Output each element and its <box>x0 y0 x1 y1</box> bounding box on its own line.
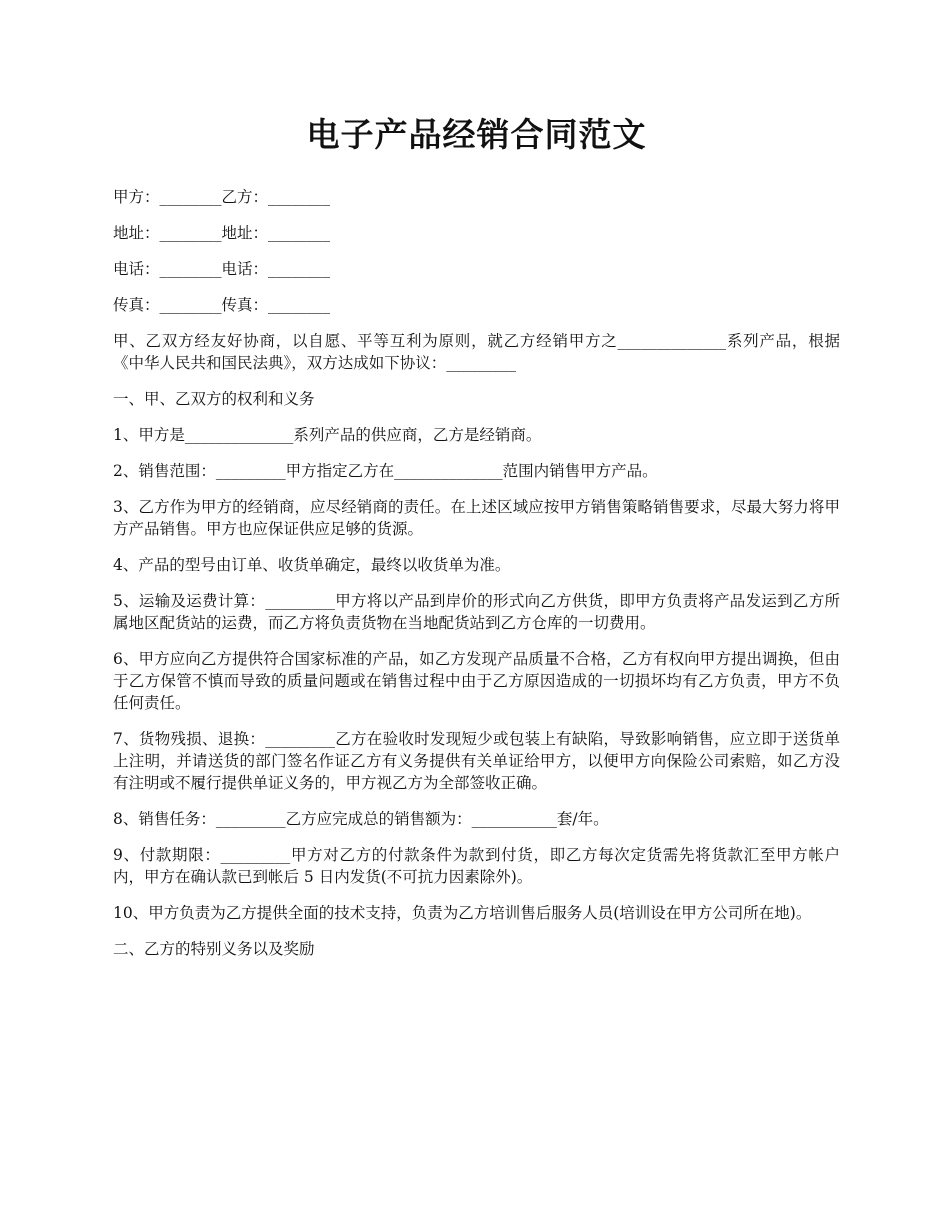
clause-8: 8、销售任务：_________乙方应完成总的销售额为：___________套/年。 <box>113 810 609 828</box>
section-heading-rights-obligations: 一、甲、乙双方的权利和义务 <box>113 390 315 408</box>
clause-10: 10、甲方负责为乙方提供全面的技术支持，负责为乙方培训售后服务人员(培训设在甲方公司所在地)。 <box>113 904 812 922</box>
party-fax-line: 传真：________传真：________ <box>113 296 331 314</box>
document-body <box>113 110 840 974</box>
party-names-line: 甲方：________乙方：________ <box>113 188 331 206</box>
clause-2: 2、销售范围：_________甲方指定乙方在______________范围内销售甲方产品。 <box>113 462 658 480</box>
clause-7: 7、货物残损、退换：_________乙方在验收时发现短少或包装上有缺陷，导致影响销售，应立即于送货单上注明，并请送货的部门签名作证乙方有义务提供有关单证给甲方，以便甲方向保险公司索赔，如乙方没有注明或不履行提供单证义务的，甲方视乙方为全部签收正确。 <box>113 730 840 792</box>
preamble-paragraph: 甲、乙双方经友好协商，以自愿、平等互利为原则，就乙方经销甲方之______________系列产品，根据《中华人民共和国民法典》，双方达成如下协议：_________ <box>113 332 840 372</box>
clause-5: 5、运输及运费计算：_________甲方将以产品到岸价的形式向乙方供货，即甲方负责将产品发运到乙方所属地区配货站的运费，而乙方将负责货物在当地配货站到乙方仓库的一切费用。 <box>113 592 840 632</box>
clause-4: 4、产品的型号由订单、收货单确定，最终以收货单为准。 <box>113 556 511 574</box>
clause-6: 6、甲方应向乙方提供符合国家标准的产品，如乙方发现产品质量不合格，乙方有权向甲方提出调换，但由于乙方保管不慎而导致的质量问题或在销售过程中由于乙方原因造成的一切损坏均有乙方负责，甲方不负任何责任。 <box>113 650 840 712</box>
clause-3: 3、乙方作为甲方的经销商，应尽经销商的责任。在上述区域应按甲方销售策略销售要求，尽最大努力将甲方产品销售。甲方也应保证供应足够的货源。 <box>113 498 840 538</box>
document-title: 电子产品经销合同范文 <box>306 115 647 154</box>
clause-9: 9、付款期限：_________甲方对乙方的付款条件为款到付货，即乙方每次定货需先将货款汇至甲方帐户内，甲方在确认款已到帐后 5 日内发货(不可抗力因素除外)。 <box>113 846 840 886</box>
party-address-line: 地址：________地址：________ <box>113 224 331 242</box>
section-heading-special-obligations: 二、乙方的特别义务以及奖励 <box>113 940 315 958</box>
party-phone-line: 电话：________电话：________ <box>113 260 331 278</box>
clause-1: 1、甲方是______________系列产品的供应商，乙方是经销商。 <box>113 426 542 444</box>
